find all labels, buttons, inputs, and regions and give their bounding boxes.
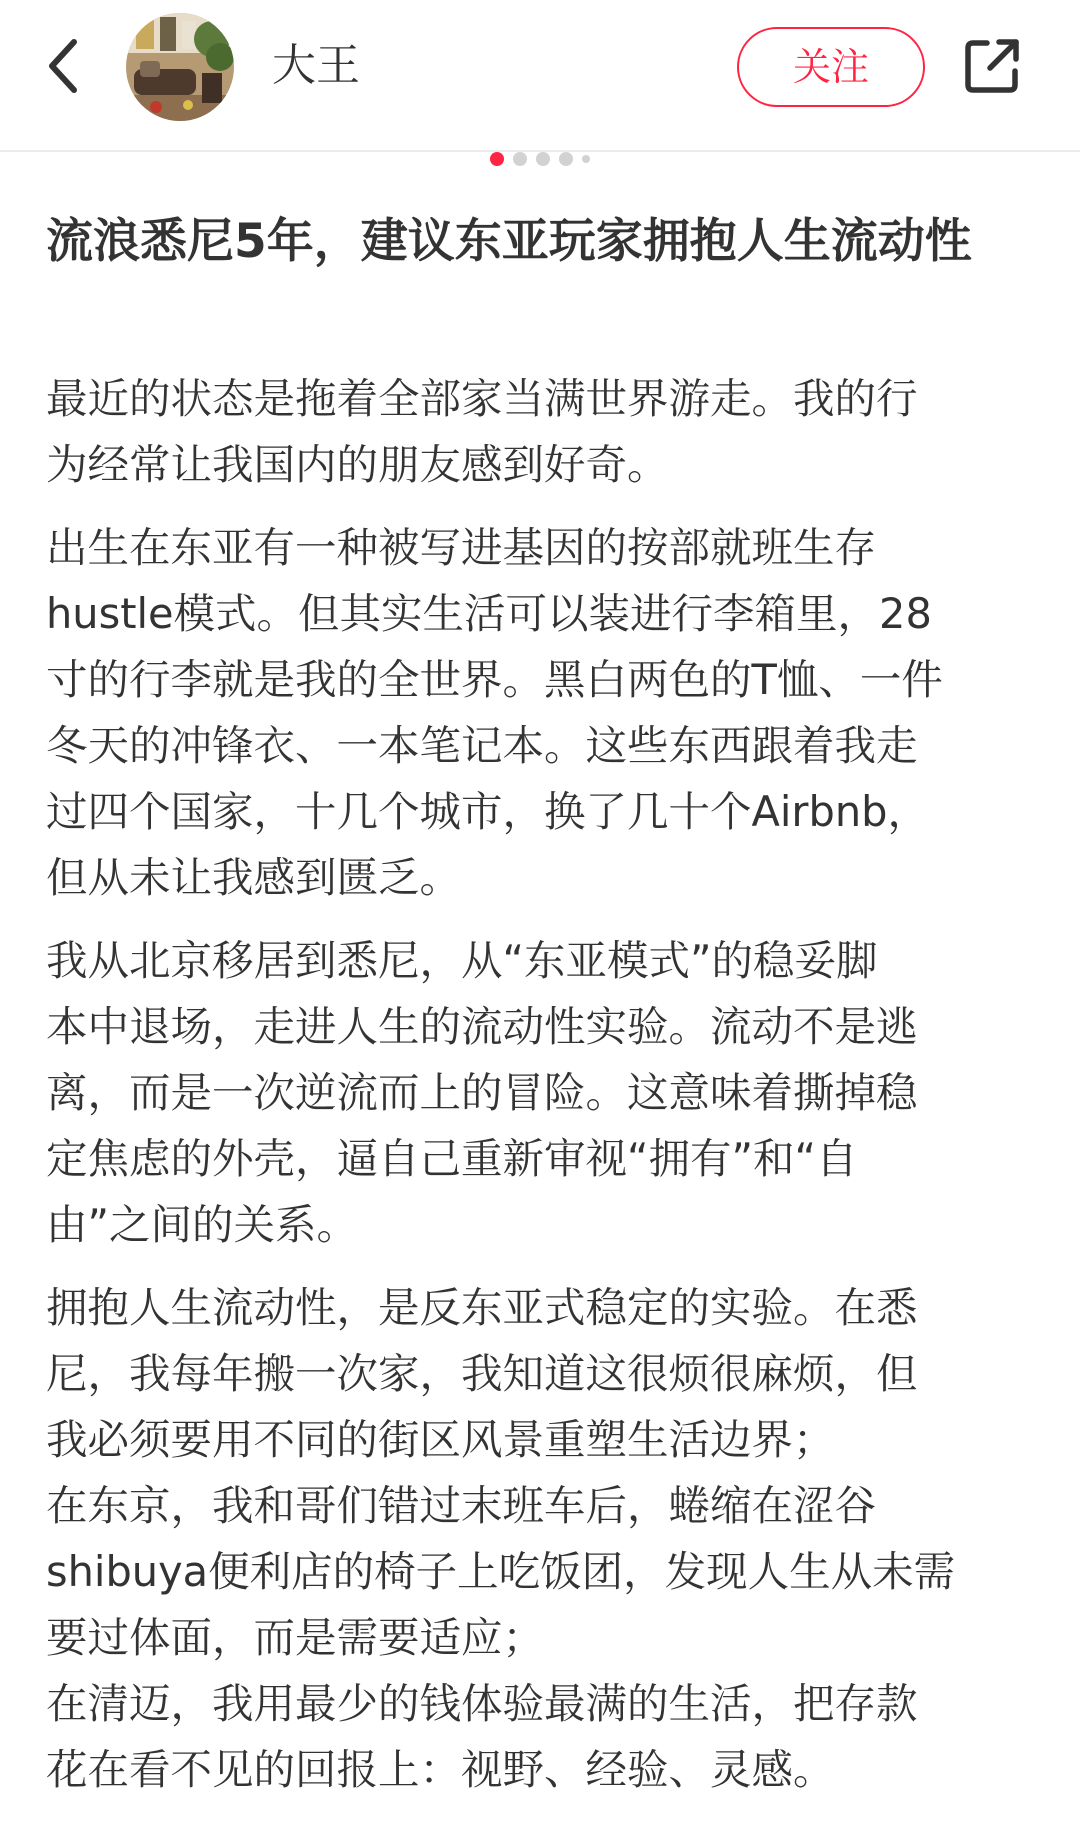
chevron-left-icon bbox=[46, 38, 80, 94]
paragraph-line: 尼，我每年搬一次家，我知道这很烦很麻烦，但 bbox=[46, 1349, 918, 1398]
paragraph-line: 最近的状态是拖着全部家当满世界游走。我的行 bbox=[46, 374, 918, 423]
paragraph-line: 花在看不见的回报上：视野、经验、灵感。 bbox=[46, 1745, 835, 1794]
paragraph-line: 由”之间的关系。 bbox=[46, 1200, 359, 1249]
post-paragraph bbox=[46, 1275, 1036, 1803]
carousel-dot[interactable] bbox=[536, 152, 550, 166]
share-button[interactable] bbox=[962, 36, 1022, 96]
paragraph-line: 我必须要用不同的街区风景重塑生活边界； bbox=[46, 1415, 835, 1464]
post-title: 流浪悉尼5年，建议东亚玩家拥抱人生流动性 bbox=[46, 214, 972, 269]
paragraph-line: 在东京，我和哥们错过末班车后，蜷缩在涩谷 bbox=[46, 1481, 877, 1530]
paragraph-line: 本中退场，走进人生的流动性实验。流动不是逃 bbox=[46, 1002, 918, 1051]
paragraph-line: shibuya便利店的椅子上吃饭团，发现人生从未需 bbox=[46, 1547, 956, 1596]
paragraph-line: hustle模式。但其实生活可以装进行李箱里，28 bbox=[46, 589, 932, 638]
paragraph-line: 出生在东亚有一种被写进基因的按部就班生存 bbox=[46, 523, 877, 572]
post-paragraph bbox=[46, 366, 1036, 498]
paragraph-line: 过四个国家，十几个城市，换了几十个Airbnb， bbox=[46, 787, 929, 836]
avatar[interactable] bbox=[126, 13, 234, 121]
paragraph-line: 为经常让我国内的朋友感到好奇。 bbox=[46, 440, 669, 489]
top-bar bbox=[0, 0, 1080, 152]
carousel-dot-active[interactable] bbox=[490, 152, 504, 166]
carousel-dot[interactable] bbox=[513, 152, 527, 166]
image-carousel-indicator bbox=[0, 150, 1080, 168]
post-content bbox=[46, 366, 1036, 1820]
paragraph-line: 要过体面，而是需要适应； bbox=[46, 1613, 545, 1662]
paragraph-line: 在清迈，我用最少的钱体验最满的生活，把存款 bbox=[46, 1679, 918, 1728]
carousel-dot[interactable] bbox=[559, 152, 573, 166]
post-paragraph bbox=[46, 928, 1036, 1258]
paragraph-line: 但从未让我感到匮乏。 bbox=[46, 853, 462, 902]
follow-button[interactable]: 关注 bbox=[737, 27, 925, 107]
carousel-dot[interactable] bbox=[582, 155, 590, 163]
paragraph-line: 我从北京移居到悉尼，从“东亚模式”的稳妥脚 bbox=[46, 936, 878, 985]
avatar-image bbox=[126, 13, 234, 121]
post-paragraph bbox=[46, 515, 1036, 911]
paragraph-line: 离，而是一次逆流而上的冒险。这意味着撕掉稳 bbox=[46, 1068, 918, 1117]
share-icon bbox=[963, 37, 1021, 95]
author-name[interactable]: 大王 bbox=[272, 40, 360, 91]
paragraph-line: 定焦虑的外壳，逼自己重新审视“拥有”和“自 bbox=[46, 1134, 858, 1183]
paragraph-line: 寸的行李就是我的全世界。黑白两色的T恤、一件 bbox=[46, 655, 943, 704]
paragraph-line: 冬天的冲锋衣、一本笔记本。这些东西跟着我走 bbox=[46, 721, 918, 770]
back-button[interactable] bbox=[38, 36, 88, 96]
paragraph-line: 拥抱人生流动性，是反东亚式稳定的实验。在悉 bbox=[46, 1283, 918, 1332]
